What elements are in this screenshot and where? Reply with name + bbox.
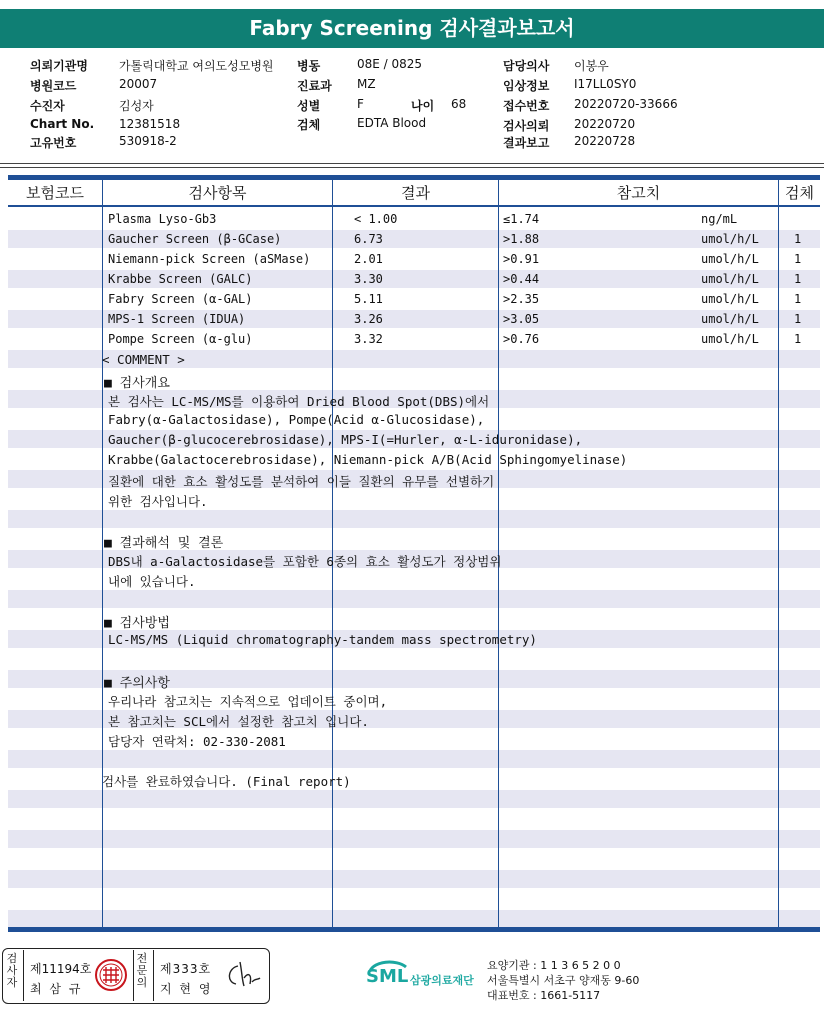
report-label: 결과보고 [503,136,550,150]
cell-reference: >0.44 [503,272,540,286]
sex-value: F [357,97,364,111]
header-specimen: 검체 [785,184,814,202]
table-footer-rule [8,927,820,932]
table-row [0,329,824,349]
header-insurance-code: 보험코드 [26,184,84,202]
cell-unit: umol/h/L [701,272,759,286]
header-test-item: 검사항목 [188,184,247,202]
cell-reference: >0.76 [503,332,540,346]
foundation-name: 삼광의료재단 [410,974,474,987]
lab-address: 서울특별시 서초구 양재동 9-60 [487,974,640,987]
sex-label: 성별 [297,99,321,113]
request-value: 20220720 [574,117,636,131]
cell-item: Gaucher Screen (β-GCase) [108,232,282,246]
overview-line: Gaucher(β-glucocerebrosidase), MPS-I(=Hurler, α-L-iduronidase), [108,432,583,447]
hospital-value: 가톨릭대학교 여의도성모병원 [119,59,274,73]
interpretation-line: DBS내 a-Galactosidase를 포함한 6종의 효소 활성도가 정상범위 [108,554,502,569]
cell-unit: umol/h/L [701,332,759,346]
cell-specimen: 1 [794,332,802,346]
tester-name: 최 삼 규 [30,982,83,996]
tester-label-text: 검사자 [6,952,18,989]
cell-item: MPS-1 Screen (IDUA) [108,312,246,326]
seal-icon [94,958,128,992]
cell-unit: umol/h/L [701,312,759,326]
tester-license: 제11194호 [30,962,92,976]
uid-value: 530918-2 [119,134,177,148]
signature-icon [222,958,262,992]
specimen-value: EDTA Blood [357,116,427,130]
dept-value: MZ [357,77,376,91]
patient-value: 김성자 [119,99,154,113]
cell-specimen: 1 [794,232,802,246]
age-label: 나이 [411,99,435,113]
cell-item: Pompe Screen (α-glu) [108,332,253,346]
cell-result: 3.26 [354,312,383,326]
header-reference: 참고치 [616,184,661,202]
notes-line: 본 참고치는 SCL에서 설정한 참고치 입니다. [108,714,369,729]
row-stripe [8,790,820,808]
section-method-title: ■ 검사방법 [104,616,170,631]
cell-item: Krabbe Screen (GALC) [108,272,253,286]
cell-item: Plasma Lyso-Gb3 [108,212,217,226]
overview-line: 본 검사는 LC-MS/MS를 이용하여 Dried Blood Spot(DBS)에서 [108,394,490,409]
cell-result: 3.32 [354,332,383,346]
final-report-note: 검사를 완료하였습니다. (Final report) [102,774,351,789]
footer-divider [133,950,134,1001]
ward-label: 병동 [297,59,321,73]
header-result: 결과 [401,184,430,202]
footer-divider [23,950,24,1001]
section-overview-title: ■ 검사개요 [104,376,170,391]
specimen-label: 검체 [297,118,321,132]
table-row [0,269,824,289]
footer-divider [153,950,154,1001]
table-row [0,229,824,249]
cell-result: 3.30 [354,272,383,286]
method-line: LC-MS/MS (Liquid chromatography-tandem mass spectrometry) [108,632,537,647]
cell-unit: ng/mL [701,212,738,226]
overview-line: 위한 검사입니다. [108,494,208,509]
specialist-license: 제333호 [160,962,212,976]
row-stripe [8,830,820,848]
code-label: 병원코드 [30,79,77,93]
row-stripe [8,910,820,928]
table-row [0,249,824,269]
overview-line: Fabry(α-Galactosidase), Pompe(Acid α-Glucosidase), [108,412,485,427]
cell-item: Niemann-pick Screen (aSMase) [108,252,311,266]
patient-label: 수진자 [30,99,65,113]
dept-label: 진료과 [297,79,332,93]
cell-specimen: 1 [794,292,802,306]
cell-unit: umol/h/L [701,252,759,266]
cell-unit: umol/h/L [701,292,759,306]
row-stripe [8,750,820,768]
cell-specimen: 1 [794,252,802,266]
cell-reference: >3.05 [503,312,540,326]
request-label: 검사의뢰 [503,119,550,133]
cell-result: 6.73 [354,232,383,246]
specialist-label-text: 전문의 [136,952,148,989]
tester-label [6,953,20,989]
report-title: Fabry Screening 검사결과보고서 [0,9,824,48]
comment-heading: < COMMENT > [102,352,185,367]
table-row [0,209,824,229]
row-stripe [8,870,820,888]
clinical-label: 임상정보 [503,79,550,93]
logo-text: SML [366,966,409,987]
notes-line: 우리나라 참고치는 지속적으로 업데이트 중이며, [108,694,388,709]
table-header-top-rule [8,175,820,180]
cell-unit: umol/h/L [701,232,759,246]
row-stripe [8,590,820,608]
cell-result: < 1.00 [354,212,398,226]
cell-result: 2.01 [354,252,383,266]
report-value: 20220728 [574,134,636,148]
notes-line: 담당자 연락처: 02-330-2081 [108,734,286,749]
table-row [0,289,824,309]
row-stripe [8,510,820,528]
cell-result: 5.11 [354,292,383,306]
doctor-value: 이봉우 [574,59,609,73]
specialist-name: 지 현 영 [160,982,213,996]
age-value: 68 [451,97,467,111]
hospital-label: 의뢰기관명 [30,59,88,73]
doctor-label: 담당의사 [503,59,550,73]
receipt-value: 20220720-33666 [574,97,678,111]
divider-top [0,163,824,164]
interpretation-line: 내에 있습니다. [108,574,196,589]
chart-label: Chart No. [30,117,95,131]
divider-bottom [0,167,824,168]
lab-phone: 대표번호 : 1661-5117 [487,989,601,1002]
uid-label: 고유번호 [30,136,77,150]
section-interpretation-title: ■ 결과해석 및 결론 [104,536,224,551]
clinical-value: I17LL0SY0 [574,77,637,91]
chart-value: 12381518 [119,117,181,131]
cell-reference: ≤1.74 [503,212,540,226]
specialist-label [136,953,150,989]
cell-specimen: 1 [794,312,802,326]
overview-line: 질환에 대한 효소 활성도를 분석하여 이들 질환의 유무를 선별하기 [108,474,495,489]
institution-code: 요양기관 : 1 1 3 6 5 2 0 0 [487,959,621,972]
table-header-bottom-rule [8,205,820,207]
cell-reference: >0.91 [503,252,540,266]
cell-reference: >2.35 [503,292,540,306]
section-notes-title: ■ 주의사항 [104,676,170,691]
cell-item: Fabry Screen (α-GAL) [108,292,253,306]
cell-specimen: 1 [794,272,802,286]
overview-line: Krabbe(Galactocerebrosidase), Niemann-pick A/B(Acid Sphingomyelinase) [108,452,628,467]
ward-value: 08E / 0825 [357,57,423,71]
receipt-label: 접수번호 [503,99,550,113]
cell-reference: >1.88 [503,232,540,246]
code-value: 20007 [119,77,158,91]
table-row [0,309,824,329]
